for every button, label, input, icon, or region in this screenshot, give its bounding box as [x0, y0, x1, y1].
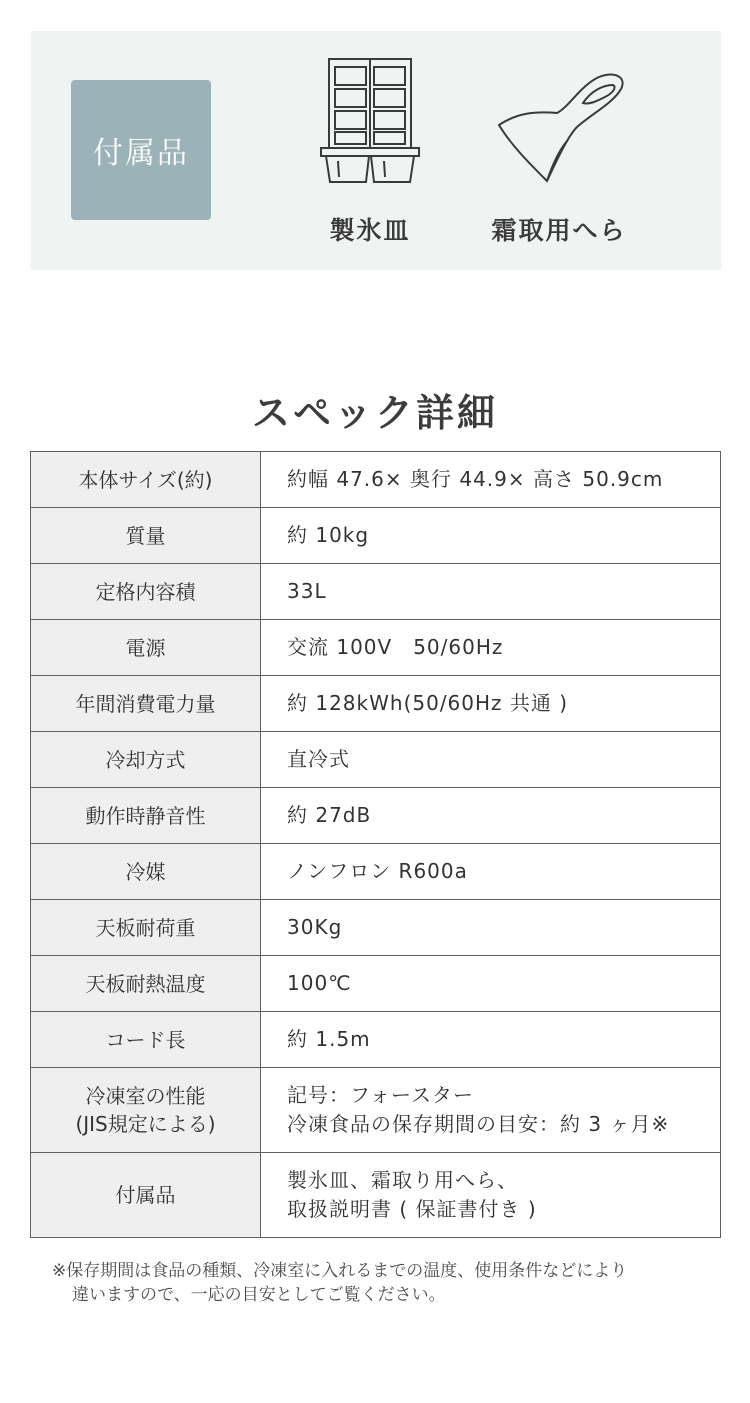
spec-label: 付属品 [31, 1153, 261, 1238]
table-row [31, 508, 721, 564]
accessory-label-ice-tray: 製氷皿 [329, 216, 411, 245]
table-row [31, 844, 721, 900]
spec-value: 100℃ [261, 956, 721, 1012]
spec-value: ノンフロン R600a [261, 844, 721, 900]
table-row [31, 564, 721, 620]
table-row [31, 620, 721, 676]
accessory-label-scraper: 霜取用へら [491, 216, 627, 245]
spec-label: 冷却方式 [31, 732, 261, 788]
spec-label: 本体サイズ(約) [31, 452, 261, 508]
spec-title: スペック詳細 [251, 391, 498, 435]
spec-label: 年間消費電力量 [31, 676, 261, 732]
table-row [31, 732, 721, 788]
table-row [31, 1012, 721, 1068]
spec-value: 約 1.5m [261, 1012, 721, 1068]
spec-value: 33L [261, 564, 721, 620]
spec-value: 約 128kWh(50/60Hz 共通 ) [261, 676, 721, 732]
footnote [52, 1260, 722, 1308]
accessory-ice-tray [310, 55, 430, 247]
spec-label: 天板耐熱温度 [31, 956, 261, 1012]
spec-label-line: 冷凍室の性能 [85, 1084, 206, 1108]
spec-value: 約 10kg [261, 508, 721, 564]
spec-table [30, 451, 721, 1238]
table-row [31, 452, 721, 508]
spec-label-line: (JIS規定による) [75, 1112, 216, 1136]
spec-value: 30Kg [261, 900, 721, 956]
accessory-scraper [479, 55, 639, 247]
spec-label: 天板耐荷重 [31, 900, 261, 956]
spec-value-line: 取扱説明書 ( 保証書付き ) [287, 1197, 537, 1221]
spec-label: コード長 [31, 1012, 261, 1068]
table-row [31, 1153, 721, 1238]
spec-value: 約幅 47.6× 奥行 44.9× 高さ 50.9cm [261, 452, 721, 508]
table-row [31, 956, 721, 1012]
table-row [31, 900, 721, 956]
spec-value: 交流 100V 50/60Hz [261, 620, 721, 676]
footnote-line: ※保存期間は食品の種類、冷凍室に入れるまでの温度、使用条件などにより [52, 1261, 628, 1281]
ice-tray-icon [318, 55, 422, 187]
spec-label: 動作時静音性 [31, 788, 261, 844]
spec-value-line: 記号：フォースター [287, 1083, 474, 1107]
spec-value: 約 27dB [261, 788, 721, 844]
table-row [31, 788, 721, 844]
spec-value: 直冷式 [261, 732, 721, 788]
scraper-icon [487, 55, 631, 183]
spec-label: 質量 [31, 508, 261, 564]
spec-label [31, 1068, 261, 1153]
spec-label: 冷媒 [31, 844, 261, 900]
accessories-panel [31, 31, 721, 270]
table-row [31, 1068, 721, 1153]
spec-value-line: 冷凍食品の保存期間の目安：約 3 ヶ月※ [287, 1112, 670, 1136]
spec-value-line: 製氷皿、霜取り用へら、 [287, 1168, 518, 1192]
footnote-line: 違いますので、一応の目安としてご覧ください。 [72, 1284, 446, 1305]
accessories-badge: 付属品 [71, 80, 211, 220]
spec-label: 電源 [31, 620, 261, 676]
spec-value [261, 1153, 721, 1238]
spec-label: 定格内容積 [31, 564, 261, 620]
table-row [31, 676, 721, 732]
spec-value [261, 1068, 721, 1153]
